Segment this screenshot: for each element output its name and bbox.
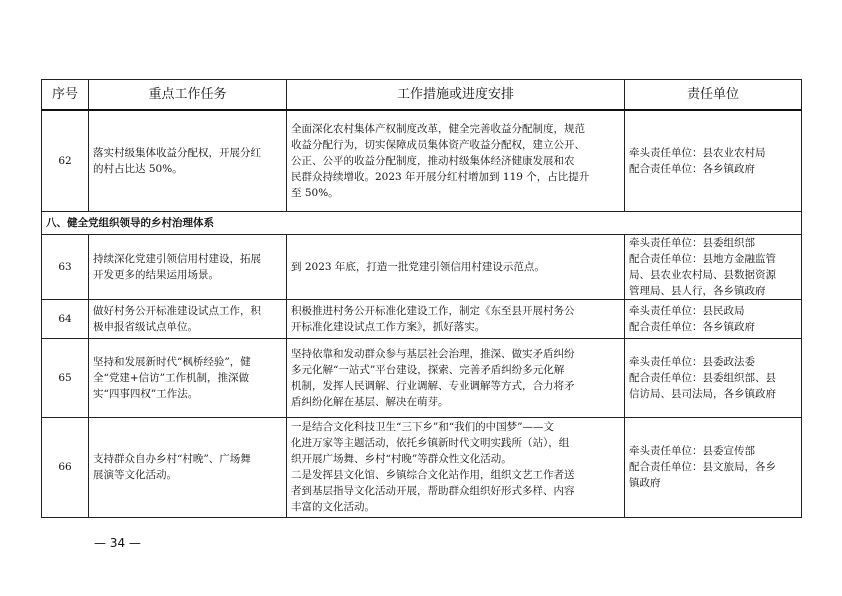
unit-cell xyxy=(625,299,802,338)
measure-cell-line: 坚持依靠和发动群众参与基层社会治理，推深、做实矛盾纠纷 xyxy=(291,347,575,360)
row-number: 62 xyxy=(42,110,89,211)
unit-cell xyxy=(625,234,802,299)
unit-cell-line: 配合责任单位：县地方金融监管 xyxy=(629,252,776,265)
measure-cell-line: 积极推进村务公开标准化建设工作，制定《东至县开展村务公 xyxy=(291,304,575,317)
task-cell-line: 支持群众自办乡村“村晚”、广场舞 xyxy=(93,453,251,465)
task-cell-line: 全“党建+信访”工作机制，推深做 xyxy=(93,371,250,384)
header-unit: 责任单位 xyxy=(625,80,802,111)
measure-cell xyxy=(287,234,625,299)
table-row xyxy=(42,417,802,517)
task-cell xyxy=(89,338,287,417)
task-cell-line: 做好村务公开标准建设试点工作，积 xyxy=(93,304,261,317)
table-row xyxy=(42,234,802,299)
unit-cell-line: 牵头责任单位：县民政局 xyxy=(629,304,745,317)
task-cell-line: 极申报省级试点单位。 xyxy=(93,320,198,333)
measure-cell-line: 机制，发挥人民调解、行业调解、专业调解等方式，合力将矛 xyxy=(291,379,575,392)
measure-cell-line: 开标准化建设试点工作方案》，抓好落实。 xyxy=(291,320,486,333)
measure-cell-line: 者到基层指导文化活动开展，帮助群众组织好形式多样、内容 xyxy=(291,485,575,497)
unit-cell-line: 配合责任单位：各乡镇政府 xyxy=(629,320,755,333)
unit-cell-line: 镇政府 xyxy=(629,477,661,489)
section-row xyxy=(42,211,802,234)
measure-cell-line: 一是结合文化科技卫生“三下乡”和“我们的中国梦”——文 xyxy=(291,421,554,433)
unit-cell-line: 牵头责任单位：县委宣传部 xyxy=(629,445,755,457)
measure-cell-line: 多元化解“一站式”平台建设，探索、完善矛盾纠纷多元化解 xyxy=(291,363,565,376)
measure-cell-line: 丰富的文化活动。 xyxy=(291,501,375,513)
measure-cell-line: 二是发挥县文化馆、乡镇综合文化站作用，组织文艺工作者送 xyxy=(291,469,575,481)
row-number: 63 xyxy=(42,234,89,299)
task-cell xyxy=(89,299,287,338)
unit-cell xyxy=(625,110,802,211)
table-row xyxy=(42,299,802,338)
row-number: 66 xyxy=(42,417,89,517)
unit-cell-line: 信访局、县司法局，各乡镇政府 xyxy=(629,387,776,400)
unit-cell xyxy=(625,417,802,517)
task-cell-line: 实“四事四权”工作法。 xyxy=(93,387,199,400)
measure-cell-line: 收益分配行为，切实保障成员集体资产收益分配权，建立公开、 xyxy=(291,138,585,151)
measure-cell-line: 民群众持续增收。2023 年开展分红村增加到 119 个，占比提升 xyxy=(291,170,590,183)
unit-cell-line: 管理局、县人行，各乡镇政府 xyxy=(629,284,766,297)
row-number: 64 xyxy=(42,299,89,338)
table-header-row xyxy=(42,80,802,111)
measure-cell-line: 至 50%。 xyxy=(291,186,339,199)
section-title: 八、健全党组织领导的乡村治理体系 xyxy=(42,211,802,234)
header-measure: 工作措施或进度安排 xyxy=(287,80,625,111)
section-body xyxy=(42,211,802,234)
unit-cell xyxy=(625,338,802,417)
task-cell-line: 的村占比达 50%。 xyxy=(93,162,183,175)
measure-cell-line: 到 2023 年底，打造一批党建引领信用村建设示范点。 xyxy=(291,260,545,273)
row-number: 65 xyxy=(42,338,89,417)
unit-cell-line: 局、县农业农村局、县数据资源 xyxy=(629,268,776,281)
task-cell-line: 持续深化党建引领信用村建设，拓展 xyxy=(93,252,261,265)
table-body-after xyxy=(42,234,802,517)
page-number: — 34 — xyxy=(94,536,141,550)
unit-cell-line: 配合责任单位：县委组织部、县 xyxy=(629,371,776,384)
unit-cell-line: 配合责任单位：各乡镇政府 xyxy=(629,162,755,175)
task-cell xyxy=(89,234,287,299)
task-cell xyxy=(89,417,287,517)
table-row xyxy=(42,110,802,211)
unit-cell-line: 牵头责任单位：县农业农村局 xyxy=(629,146,766,159)
measure-cell xyxy=(287,110,625,211)
unit-cell-line: 牵头责任单位：县委政法委 xyxy=(629,355,755,368)
measure-cell xyxy=(287,299,625,338)
measure-cell-line: 全面深化农村集体产权制度改革，健全完善收益分配制度，规范 xyxy=(291,122,585,135)
task-cell-line: 展演等文化活动。 xyxy=(93,469,177,481)
measure-cell xyxy=(287,338,625,417)
unit-cell-line: 牵头责任单位：县委组织部 xyxy=(629,236,755,249)
measure-cell-line: 化进万家等主题活动，依托乡镇新时代文明实践所（站），组 xyxy=(291,437,570,449)
unit-cell-line: 配合责任单位：县文旅局，各乡 xyxy=(629,461,776,473)
header-task: 重点工作任务 xyxy=(89,80,287,111)
task-cell xyxy=(89,110,287,211)
measure-cell-line: 织开展广场舞、乡村“村晚”等群众性文化活动。 xyxy=(291,453,512,465)
table-row xyxy=(42,338,802,417)
task-cell-line: 开发更多的结果运用场景。 xyxy=(93,268,219,281)
task-cell-line: 落实村级集体收益分配权，开展分红 xyxy=(93,146,261,159)
table-body-before xyxy=(42,110,802,211)
header-no: 序号 xyxy=(42,80,89,111)
task-cell-line: 坚持和发展新时代“枫桥经验”，健 xyxy=(93,355,251,368)
task-table xyxy=(41,79,802,518)
measure-cell-line: 盾纠纷化解在基层、解决在萌芽。 xyxy=(291,395,449,408)
measure-cell xyxy=(287,417,625,517)
measure-cell-line: 公正、公平的收益分配制度，推动村级集体经济健康发展和农 xyxy=(291,154,575,167)
